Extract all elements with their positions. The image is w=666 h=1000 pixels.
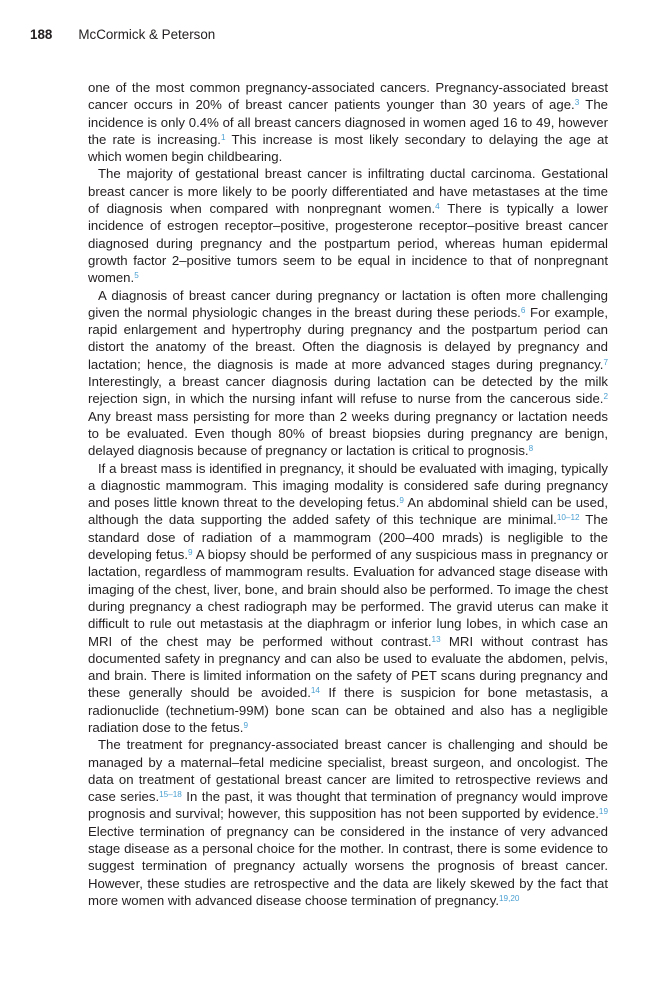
paragraph-text: If a breast mass is identified in pregnancy, it should be evaluated with imaging, typically a diagnostic mammogram. This imaging modality is considered safe during pregnancy and poses little known threat to the developing fetus. [88,460,608,511]
reference-citation[interactable]: 10–12 [556,513,580,523]
paragraph-text: This increase is most likely secondary to delaying the age at which women begin childbearing. [88,131,608,165]
reference-citation[interactable]: 19 [598,807,608,817]
paragraph [88,460,608,737]
paragraph-text: An abdominal shield can be used, although the data supporting the added safety of this technique are minimal. [88,495,608,528]
reference-citation[interactable]: 6 [520,305,526,315]
reference-citation[interactable]: 9 [188,547,193,557]
paragraph [88,165,608,286]
paragraph [88,736,608,909]
reference-citation[interactable]: 1 [220,132,226,142]
reference-citation[interactable]: 8 [528,444,534,454]
running-header [30,26,215,44]
paragraph-text: For example, rapid enlargement and hypertrophy during pregnancy and the postpartum period can distort the anatomy of the breast. Often the diagnosis is delayed by pregnancy and lactation; hence, the diagnosis is made at more advanced stages during pregnancy. [88,304,608,372]
paragraph [88,287,608,460]
reference-citation[interactable]: 9 [243,720,248,730]
paragraph-text: The standard dose of radiation of a mammogram (200–400 mrads) is negligible to the developing fetus. [88,512,608,563]
paragraph-text: The majority of gestational breast cancer is infiltrating ductal carcinoma. Gestational breast cancer is more likely to be poorly differentiated and have metastases at the time of diagnosis when compared with nonpregnant women. [88,166,608,217]
body-text [88,79,608,909]
running-title: McCormick & Peterson [78,27,216,42]
paragraph-text: one of the most common pregnancy-associated cancers. Pregnancy-associated breast cancer occurs in 20% of breast cancer patients younger than 30 years of age. [88,80,608,113]
reference-citation[interactable]: 14 [310,686,320,696]
reference-citation[interactable]: 19,20 [499,893,520,903]
paragraph-text: Elective termination of pregnancy can be considered in the instance of very advanced stage disease as a personal choice for the mother. In contrast, there is some evidence to suggest termination of pregnancy actually worsens the prognosis of breast cancer. However, these studies are retrospective and the data are likely skewed by the fact that more women with advanced disease choose termination of pregnancy. [88,823,608,908]
paragraph-text: The treatment for pregnancy-associated breast cancer is challenging and should be managed by a maternal–fetal medicine specialist, breast surgeon, and oncologist. The data on treatment of gestational breast cancer are limited to retrospective reviews and case series. [88,737,608,805]
paragraph-text: There is typically a lower incidence of estrogen receptor–positive, progesterone receptor–positive breast cancer diagnosed during pregnancy and the postpartum period, whereas human epidermal growth factor 2–positive tumors seem to be equal in incidence to that of nonpregnant women. [88,201,608,286]
paragraph-text: Any breast mass persisting for more than 2 weeks during pregnancy or lactation needs to be evaluated. Even though 80% of breast biopsies during pregnancy are benign, delayed diagnosis because of pregnancy or lactation is critical to prognosis. [88,408,608,459]
reference-citation[interactable]: 5 [134,271,139,281]
paragraph-text: The incidence is only 0.4% of all breast cancers diagnosed in women aged 16 to 49, however the rate is increasing. [88,97,608,147]
paragraph-text: Interestingly, a breast cancer diagnosis during lactation can be detected by the milk rejection sign, in which the nursing infant will refuse to nurse from the cancerous side. [88,374,608,407]
reference-citation[interactable]: 3 [574,98,580,108]
paragraph-text: A biopsy should be performed of any suspicious mass in pregnancy or lactation, regardless of mammogram results. Evaluation for advanced stage disease with imaging of the chest, liver, bone, and brain should also be performed. To image the chest during pregnancy a chest radiograph may be performed. The gravid uterus can make it difficult to rule out metastasis at the diaphragm or inferior lung lobes, in which case an MRI of the chest may be performed without contrast. [88,547,608,649]
reference-citation[interactable]: 15–18 [159,790,182,800]
paragraph-text: If there is suspicion for bone metastasis, a radionuclide (technetium-99M) bone scan can be obtained and also has a negligible radiation dose to the fetus. [88,685,609,735]
paragraph-text: In the past, it was thought that termination of pregnancy would improve prognosis and survival; however, this supposition has not been supported by evidence. [88,789,608,822]
reference-citation[interactable]: 7 [603,357,608,367]
paragraph-text: MRI without contrast has documented safety in pregnancy and can also be used to evaluate the abdomen, pelvis, and brain. There is limited information on the safety of PET scans during pregnancy and these generally should be avoided. [88,633,608,701]
paragraph [88,79,608,165]
reference-citation[interactable]: 2 [603,392,608,402]
reference-citation[interactable]: 4 [435,202,440,211]
paragraph-text: A diagnosis of breast cancer during pregnancy or lactation is often more challenging given the normal physiologic changes in the breast during these periods. [88,287,608,320]
reference-citation[interactable]: 9 [399,496,404,506]
page-number: 188 [30,27,53,42]
reference-citation[interactable]: 13 [431,634,441,644]
